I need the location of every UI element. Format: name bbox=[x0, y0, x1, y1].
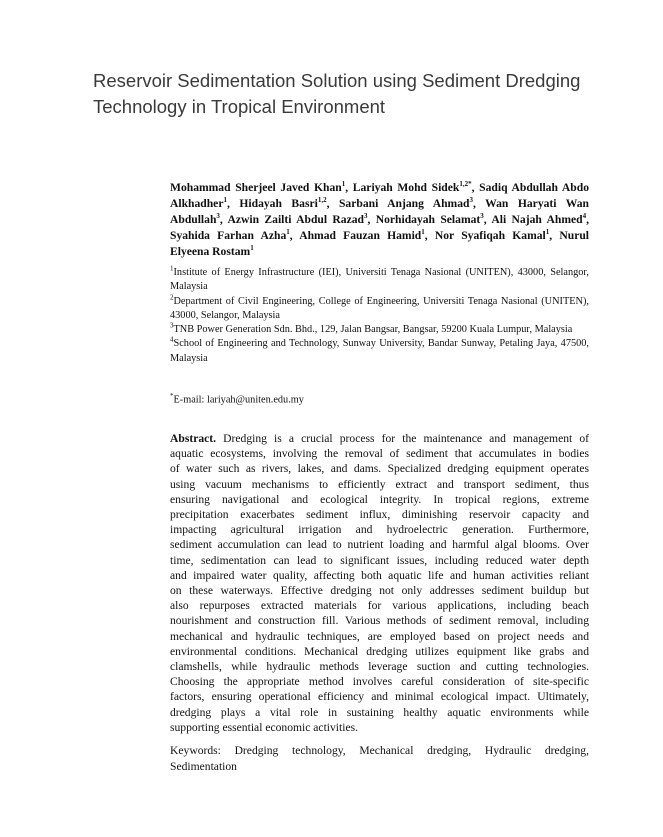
abstract-line bbox=[170, 644, 589, 659]
author-name: Ahmad Fauzan Hamid bbox=[299, 229, 422, 242]
abstract-line bbox=[170, 720, 589, 735]
affiliation bbox=[170, 323, 589, 337]
abstract-line bbox=[170, 629, 589, 644]
author-name: Lariyah Mohd Sidek bbox=[352, 181, 460, 194]
author-name: Sadiq Abdullah Abdo Alkhadher bbox=[170, 181, 589, 210]
author-affiliation-mark: 1,2 bbox=[317, 196, 327, 205]
affiliation bbox=[170, 337, 589, 366]
abstract-line bbox=[170, 492, 589, 507]
abstract-text: mechanical and hydraulic techniques, are employed based on project needs and bbox=[170, 629, 589, 643]
abstract-line bbox=[170, 598, 589, 613]
abstract-line bbox=[170, 659, 589, 674]
affiliation-text: TNB Power Generation Sdn. Bhd., 129, Jalan Bangsar, Bangsar, 59200 Kuala Lumpur, Malaysia bbox=[173, 324, 573, 336]
author-affiliation-mark: 4 bbox=[582, 212, 587, 221]
author-name: Ali Najah Ahmed bbox=[491, 213, 583, 226]
abstract-text: clamshells, while hydraulic methods leverage suction and cutting technologies. bbox=[170, 660, 589, 674]
author-affiliation-mark: 1 bbox=[421, 228, 425, 237]
abstract-line bbox=[170, 613, 589, 628]
abstract-line bbox=[170, 568, 589, 583]
author-affiliation-mark: 1 bbox=[341, 180, 346, 189]
author-name: Hidayah Basri bbox=[239, 197, 318, 210]
abstract-line bbox=[170, 674, 589, 689]
abstract-text: and impaired water quality, affecting both aquatic life and human activities reliant bbox=[170, 568, 589, 582]
abstract-line bbox=[170, 705, 589, 720]
keywords bbox=[170, 743, 589, 774]
corresponding-mark: * bbox=[170, 392, 174, 400]
abstract-text: of water such as rivers, lakes, and dams. Specialized dredging equipment operates bbox=[170, 462, 589, 476]
abstract-line bbox=[170, 507, 589, 522]
author-name: Wan Haryati Wan Abdullah bbox=[170, 197, 589, 226]
abstract-line bbox=[170, 583, 589, 598]
author-affiliation-mark: 1 bbox=[250, 244, 254, 253]
affiliation bbox=[170, 266, 589, 295]
abstract-text: precipitation exacerbates sediment influx, diminishing reservoir capacity and bbox=[170, 508, 589, 522]
affiliation-text: Department of Civil Engineering, College of Engineering, Universiti Tenaga Nasional (UNITEN), 43000, Selangor, Malaysia bbox=[170, 295, 589, 321]
abstract-text: aquatic ecosystems, involving the removal of sediment that accumulates in bodies bbox=[170, 447, 589, 461]
author-name: Azwin Zailti Abdul Razad bbox=[227, 213, 364, 226]
affiliation-text: Institute of Energy Infrastructure (IEI), Universiti Tenaga Nasional (UNITEN), 43000, Selangor, Malaysia bbox=[170, 267, 589, 293]
affiliations bbox=[170, 266, 589, 366]
abstract-text: on these waterways. Effective dredging not only addresses sediment buildup but bbox=[170, 584, 589, 598]
keywords-text: Dredging technology, Mechanical dredging, Hydraulic dredging, Sedimentation bbox=[170, 744, 589, 773]
author-affiliation-mark: 3 bbox=[364, 212, 368, 221]
abstract bbox=[170, 431, 589, 735]
abstract-line bbox=[170, 446, 589, 461]
corresponding-email bbox=[170, 392, 304, 405]
author-name: Syahida Farhan Azha bbox=[170, 229, 287, 242]
abstract-line bbox=[170, 461, 589, 476]
abstract-text: using vacuum mechanisms to efficiently extract and transport sediment, thus bbox=[170, 477, 589, 491]
abstract-text: dredging plays a vital role in sustaining healthy aquatic environments while bbox=[170, 705, 589, 719]
abstract-text: sediment accumulation can lead to nutrient loading and harmful algal blooms. Over bbox=[170, 538, 589, 552]
affiliation-number: 3 bbox=[170, 321, 174, 330]
author-name: Norhidayah Selamat bbox=[375, 213, 481, 226]
abstract-line bbox=[170, 522, 589, 537]
author-affiliation-mark: 3 bbox=[216, 212, 220, 221]
author-list: Mohammad Sherjeel Javed Khan$^1$, Lariyah Mohd Sidek$^{1,2*}$, Sadiq Abdullah Abdo Alkhadher$^1$, Hidayah Basri$^{1,2}$, Sarbani Anjang Ahmad$^3$, Wan Haryati Wan Abdullah$^3$, Azwin Zailti Abdul Razad$^3$, Norhidayah Selamat$^3$, Ali Najah Ahmed$^4$, Syahida Farhan Azha$^1$, Ahmad Fauzan Hamid$^1$, Nor Syafiqah Kamal$^1$, Nurul Elyeena Rostam$^1$ bbox=[170, 180, 590, 258]
paper-title: Reservoir Sedimentation Solution using Sediment Dredging Technology in Tropical Environment bbox=[93, 70, 581, 117]
abstract-line bbox=[170, 689, 589, 704]
abstract-text: supporting essential economic activities. bbox=[170, 720, 359, 734]
affiliation-text: School of Engineering and Technology, Sunway University, Bandar Sunway, Petaling Jaya, 47500, Malaysia bbox=[170, 338, 589, 364]
author-affiliation-mark: 1 bbox=[545, 228, 550, 237]
author-name: Mohammad Sherjeel Javed Khan bbox=[170, 181, 342, 194]
author-name: Sarbani Anjang Ahmad bbox=[338, 197, 470, 210]
affiliation bbox=[170, 295, 589, 324]
abstract-text: environmental conditions. Mechanical dredging utilizes equipment like grabs and bbox=[170, 644, 589, 658]
author-name: Nor Syafiqah Kamal bbox=[434, 229, 546, 242]
abstract-line bbox=[170, 537, 589, 552]
abstract-text: also repurposes extracted materials for various applications, including beach bbox=[170, 599, 589, 613]
abstract-label: Abstract. bbox=[170, 432, 217, 445]
affiliation-number: 1 bbox=[170, 264, 174, 273]
abstract-text: nourishment and construction fill. Various methods of sediment removal, including bbox=[170, 614, 589, 628]
abstract-line bbox=[170, 477, 589, 492]
author-affiliation-mark: 3 bbox=[480, 212, 484, 221]
abstract-text: factors, ensuring operational efficiency and minimal ecological impact. Ultimately, bbox=[170, 690, 589, 704]
author-affiliation-mark: 1 bbox=[223, 196, 227, 205]
affiliation-number: 4 bbox=[170, 336, 174, 345]
abstract-text: Choosing the appropriate method involves careful consideration of site-specific bbox=[170, 675, 589, 689]
abstract-line bbox=[170, 553, 589, 568]
email-text: E-mail: lariyah@uniten.edu.my bbox=[173, 394, 304, 406]
abstract-text: impacting agricultural irrigation and hydroelectric generation. Furthermore, bbox=[170, 523, 589, 537]
abstract-text: time, sedimentation can lead to significant issues, including reduced water depth bbox=[170, 553, 589, 567]
abstract-text: ensuring navigational and ecological integrity. In tropical regions, extreme bbox=[170, 492, 589, 506]
author-affiliation-mark: 1 bbox=[286, 228, 290, 237]
keywords-label: Keywords: bbox=[170, 744, 221, 757]
author-affiliation-mark: 1,2* bbox=[459, 180, 472, 189]
affiliation-number: 2 bbox=[170, 293, 174, 302]
abstract-line bbox=[170, 431, 589, 446]
author-affiliation-mark: 3 bbox=[469, 196, 473, 205]
author-name: Nurul Elyeena Rostam bbox=[170, 229, 590, 258]
abstract-text: Dredging is a crucial process for the maintenance and management of bbox=[223, 432, 589, 445]
